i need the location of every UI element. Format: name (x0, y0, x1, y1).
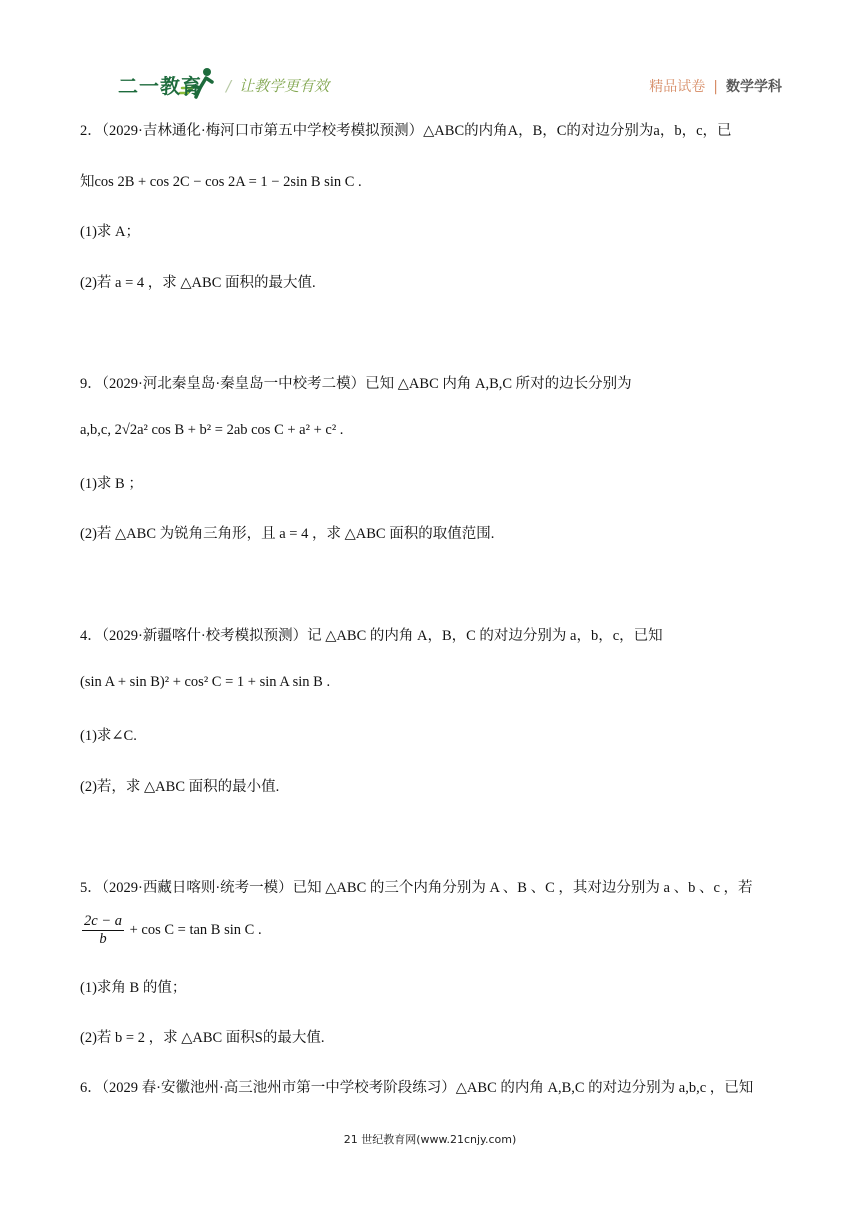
brand-name: 二一教育 (118, 74, 202, 98)
q5-fraction (82, 913, 124, 948)
slogan (226, 75, 329, 96)
q9-stem-line1: 9．（2029·河北秦皇岛·秦皇岛一中校考二模）已知 △ABC 内角 A,B,C 所对的边长分别为 (80, 376, 632, 392)
q2-stem-line2: 知cos 2B + cos 2C − cos 2A = 1 − 2sin B sin C . (80, 174, 362, 190)
q2-part1: (1)求 A； (80, 224, 141, 240)
q5-stem-line2-rest: + cos C = tan B sin C . (129, 921, 262, 938)
q4-part2: (2)若，求 △ABC 面积的最小值. (80, 779, 280, 795)
q4-stem-line2: (sin A + sin B)² + cos² C = 1 + sin A sin B . (80, 674, 331, 690)
q9-part2: (2)若 △ABC 为锐角三角形，且 a = 4 ，求 △ABC 面积的取值范围. (80, 526, 495, 542)
q5-fraction-denominator: b (99, 931, 107, 947)
q9-part1: (1)求 B ； (80, 476, 143, 492)
q2-part2: (2)若 a = 4 ，求 △ABC 面积的最大值. (80, 275, 316, 291)
q5-part1: (1)求角 B 的值； (80, 980, 187, 996)
q5-fraction-numerator: 2c − a (84, 913, 122, 929)
slogan-text: 让教学更有效 (239, 77, 330, 95)
q9-stem-line2: a,b,c, 2√2a² cos B + b² = 2ab cos C + a² + c² . (80, 422, 344, 438)
header-subject (649, 76, 782, 96)
header-separator: | (713, 79, 718, 95)
q4-part1: (1)求∠C. (80, 728, 137, 744)
q5-part2: (2)若 b = 2 ，求 △ABC 面积S的最大值. (80, 1030, 325, 1046)
page-footer: 21 世纪教育网(www.21cnjy.com) (343, 1133, 517, 1146)
q6-stem-line1: 6．（2029 春·安徽池州·高三池州市第一中学校考阶段练习）△ABC 的内角 A,B,C 的对边分别为 a,b,c ，已知 (80, 1080, 754, 1096)
header-paper-type: 精品试卷 (649, 79, 706, 95)
q5-stem-line2 (80, 913, 262, 948)
q5-stem-line1: 5．（2029·西藏日喀则·统考一模）已知 △ABC 的三个内角分别为 A 、B 、C ，其对边分别为 a 、b 、c ，若 (80, 880, 753, 896)
q2-stem-line1: 2．（2029·吉林通化·梅河口市第五中学校考模拟预测）△ABC的内角A，B，C的对边分别为a，b，c，已 (80, 123, 732, 139)
slogan-slash: / (226, 77, 232, 95)
q4-stem-line1: 4．（2029·新疆喀什·校考模拟预测）记 △ABC 的内角 A，B，C 的对边分别为 a，b，c，已知 (80, 628, 663, 644)
header-subject-name: 数学学科 (726, 79, 782, 95)
